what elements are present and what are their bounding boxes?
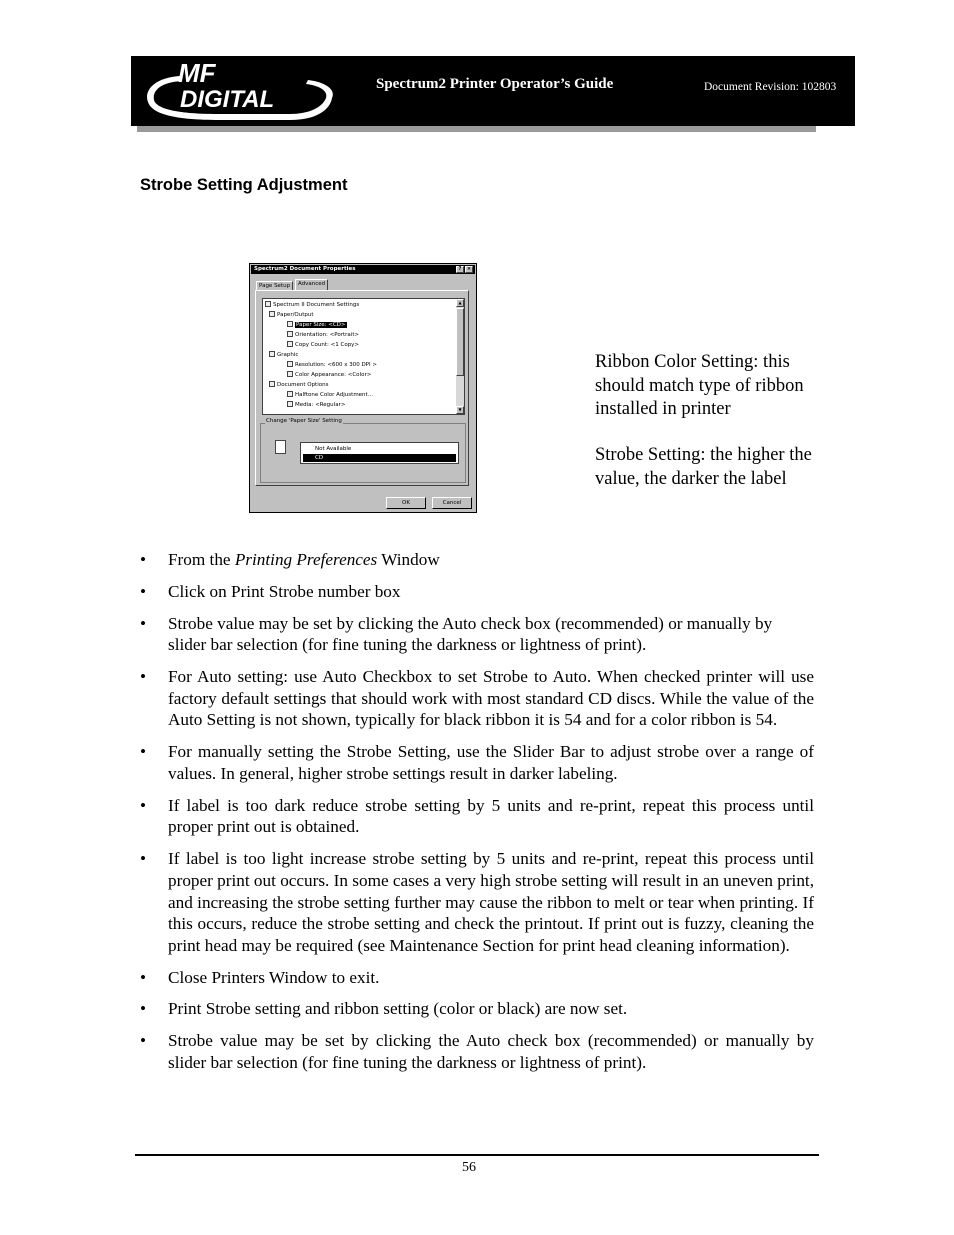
- list-item: • Click on Print Strobe number box: [140, 581, 814, 603]
- list-item: • For manually setting the Strobe Setting, use the Slider Bar to adjust strobe over a range of values. In general, higher strobe settings result in darker labeling.: [140, 741, 814, 784]
- tree-item[interactable]: Graphic: [269, 351, 298, 359]
- tree-item-paper-size[interactable]: Paper Size: <CD>: [287, 321, 347, 329]
- tree-scrollbar[interactable]: [456, 299, 464, 414]
- halftone-icon: [287, 391, 293, 397]
- tree-item[interactable]: Document Options: [269, 381, 328, 389]
- tree-item[interactable]: Resolution: <600 x 300 DPI >: [287, 361, 377, 369]
- document-icon: [287, 331, 293, 337]
- ribbon-color-note: Ribbon Color Setting: this should match type of ribbon installed in printer: [595, 352, 804, 419]
- cancel-button[interactable]: Cancel: [432, 497, 472, 509]
- list-item: • Print Strobe setting and ribbon setting (color or black) are now set.: [140, 998, 814, 1020]
- folder-icon: [269, 311, 275, 317]
- tree-item[interactable]: Halftone Color Adjustment...: [287, 391, 373, 399]
- list-item: • Strobe value may be set by clicking the Auto check box (recommended) or manually by slider bar selection (for fine tuning the darkness or lightness of print).: [140, 613, 814, 656]
- option-not-available[interactable]: Not Available: [315, 446, 352, 452]
- list-item: • For Auto setting: use Auto Checkbox to set Strobe to Auto. When checked printer will use factory default settings that should work with most standard CD discs. While the value of the Auto Setting is not shown, typically for black ribbon it is 54 and for a color ribbon is 54.: [140, 666, 814, 731]
- instruction-list: [140, 549, 814, 1084]
- printer-icon: [265, 301, 271, 307]
- document-icon: [275, 440, 286, 454]
- list-item: • Close Printers Window to exit.: [140, 967, 814, 989]
- close-button[interactable]: ×: [466, 266, 472, 272]
- mf-digital-logo: [140, 58, 340, 124]
- tab-page-setup[interactable]: Page Setup: [256, 281, 293, 291]
- ok-button[interactable]: OK: [386, 497, 426, 509]
- list-item: • From the Printing Preferences Window: [140, 549, 814, 571]
- grid-icon: [287, 361, 293, 367]
- list-item: • If label is too light increase strobe setting by 5 units and re-print, repeat this process until proper print out occurs. In some cases a very high strobe setting will result in an uneven print, and increasing the strobe setting further may cause the ribbon to melt or tear when printing. If this occurs, reduce the strobe setting and check the printout. If print out is fuzzy, cleaning the print head may be required (see Maintenance Section for print head cleaning information).: [140, 848, 814, 956]
- dialog-title: Spectrum2 Document Properties: [254, 266, 356, 272]
- paper-size-listbox[interactable]: [300, 442, 459, 464]
- tree-item[interactable]: Copy Count: <1 Copy>: [287, 341, 359, 349]
- scroll-thumb[interactable]: [456, 308, 464, 376]
- document-icon: [287, 321, 293, 327]
- tree-item[interactable]: Orientation: <Portrait>: [287, 331, 359, 339]
- tree-item[interactable]: Paper/Output: [269, 311, 314, 319]
- list-item: • Strobe value may be set by clicking the Auto check box (recommended) or manually by slider bar selection (for fine tuning the darkness or lightness of print).: [140, 1030, 814, 1073]
- dialog-titlebar: [251, 265, 475, 274]
- settings-tree[interactable]: [262, 298, 465, 415]
- options-icon: [269, 381, 275, 387]
- document-icon: [287, 341, 293, 347]
- document-revision: Document Revision: 102803: [704, 81, 837, 93]
- svg-text:DIGITAL: DIGITAL: [180, 86, 275, 113]
- document-icon: [287, 401, 293, 407]
- tree-item[interactable]: Media: <Regular>: [287, 401, 345, 409]
- page-number: 56: [462, 1160, 476, 1175]
- section-heading: Strobe Setting Adjustment: [140, 176, 348, 194]
- strobe-setting-note: Strobe Setting: the higher the value, the darker the label: [595, 445, 812, 489]
- graphic-icon: [269, 351, 275, 357]
- tree-item[interactable]: Spectrum II Document Settings: [265, 301, 359, 309]
- scroll-down-icon[interactable]: ▼: [456, 406, 464, 414]
- footer-divider: [135, 1154, 819, 1156]
- list-item: • If label is too dark reduce strobe setting by 5 units and re-print, repeat this process until proper print out is obtained.: [140, 795, 814, 838]
- document-icon: [287, 371, 293, 377]
- scroll-up-icon[interactable]: ▲: [456, 299, 464, 307]
- group-label: Change 'Paper Size' Setting: [266, 418, 342, 424]
- option-cd[interactable]: CD: [303, 454, 456, 462]
- document-title: Spectrum2 Printer Operator’s Guide: [376, 76, 614, 92]
- svg-text:MF: MF: [178, 58, 216, 88]
- tree-item[interactable]: Color Appearance: <Color>: [287, 371, 371, 379]
- tab-advanced[interactable]: Advanced: [295, 279, 328, 291]
- help-button[interactable]: ?: [456, 266, 464, 273]
- document-properties-dialog: [249, 263, 477, 513]
